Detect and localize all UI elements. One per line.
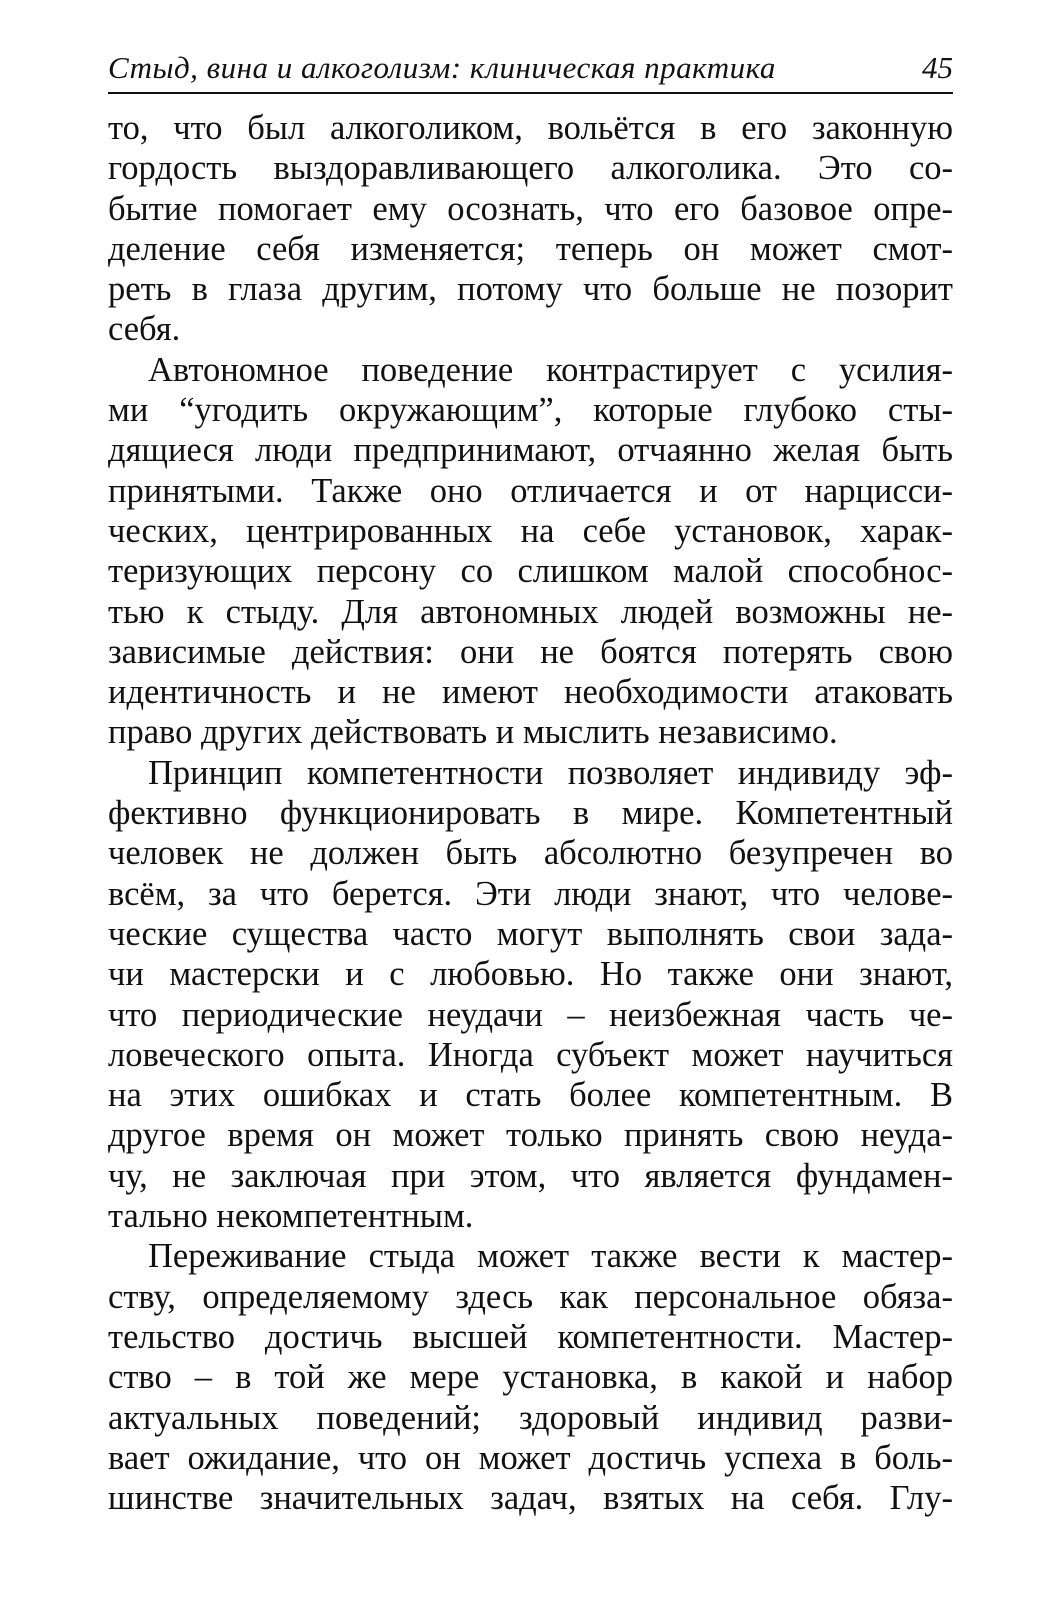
text-line: всём, за что берется. Эти люди знают, что челове- [108, 874, 953, 913]
text-line: вает ожидание, что он может достичь успеха в боль- [108, 1438, 953, 1477]
text-line: зависимые действия: они не боятся потерять свою [108, 632, 953, 671]
text-line: бытие помогает ему осознать, что его базовое опре- [108, 189, 953, 228]
running-head-title: Стыд, вина и алкоголизм: клиническая практика [108, 50, 776, 85]
text-line: актуальных поведений; здоровый индивид разви- [108, 1398, 953, 1437]
text-line: ство – в той же мере установка, в какой и набор [108, 1358, 953, 1397]
paragraph [108, 1236, 953, 1518]
text-line: реть в глаза другим, потому что больше не позорит [108, 270, 953, 309]
text-line: что периодические неудачи – неизбежная часть че- [108, 995, 953, 1034]
text-line: идентичность и не имеют необходимости атаковать [108, 673, 953, 712]
text-line: дящиеся люди предпринимают, отчаянно желая быть [108, 431, 953, 470]
text-line: право других действовать и мыслить независимо. [108, 713, 838, 752]
text-line: чу, не заключая при этом, что является фундамен- [108, 1156, 953, 1195]
text-line: то, что был алкоголиком, вольётся в его законную [108, 109, 953, 147]
text-line: деление себя изменяется; теперь он может смот- [108, 229, 953, 268]
text-line: тально некомпетентным. [108, 1197, 474, 1236]
text-line: принятыми. Также оно отличается и от нарцисси- [108, 471, 953, 510]
text-line: человек не должен быть абсолютно безупречен во [108, 834, 953, 873]
text-line: другое время он может только принять свою неуда- [108, 1116, 953, 1155]
text-line: ловеческого опыта. Иногда субъект может научиться [108, 1035, 953, 1074]
text-line: на этих ошибках и стать более компетентным. В [108, 1076, 953, 1115]
text-line: Принцип компетентности позволяет индивиду эф- [148, 753, 953, 792]
text-line: ческих, центрированных на себе установок, харак- [108, 511, 953, 550]
text-line: шинстве значительных задач, взятых на себя. Глу- [108, 1479, 953, 1518]
text-line: Автономное поведение контрастирует с усилия- [148, 350, 953, 389]
text-line: ми “угодить окружающим”, которые глубоко сты- [108, 391, 953, 430]
page-number: 45 [922, 50, 953, 85]
text-line: теризующих персону со слишком малой способнос- [108, 552, 953, 591]
paragraph [108, 108, 953, 350]
text-line: гордость выздоравливающего алкоголика. Это со- [108, 149, 953, 188]
body-text [108, 108, 953, 1518]
text-line: Переживание стыда может также вести к мастер- [148, 1237, 953, 1276]
text-line: себя. [108, 310, 181, 349]
text-line: ству, определяемому здесь как персональное обяза- [108, 1277, 953, 1316]
text-line: тью к стыду. Для автономных людей возможны не- [108, 592, 953, 631]
text-line: ческие существа часто могут выполнять свои зада- [108, 914, 953, 953]
text-line: тельство достичь высшей компетентности. Мастер- [108, 1317, 953, 1356]
running-head [108, 48, 953, 94]
paragraph [108, 350, 953, 753]
text-line: чи мастерски и с любовью. Но также они знают, [108, 955, 953, 994]
paragraph [108, 753, 953, 1237]
text-line: фективно функционировать в мире. Компетентный [108, 794, 953, 833]
